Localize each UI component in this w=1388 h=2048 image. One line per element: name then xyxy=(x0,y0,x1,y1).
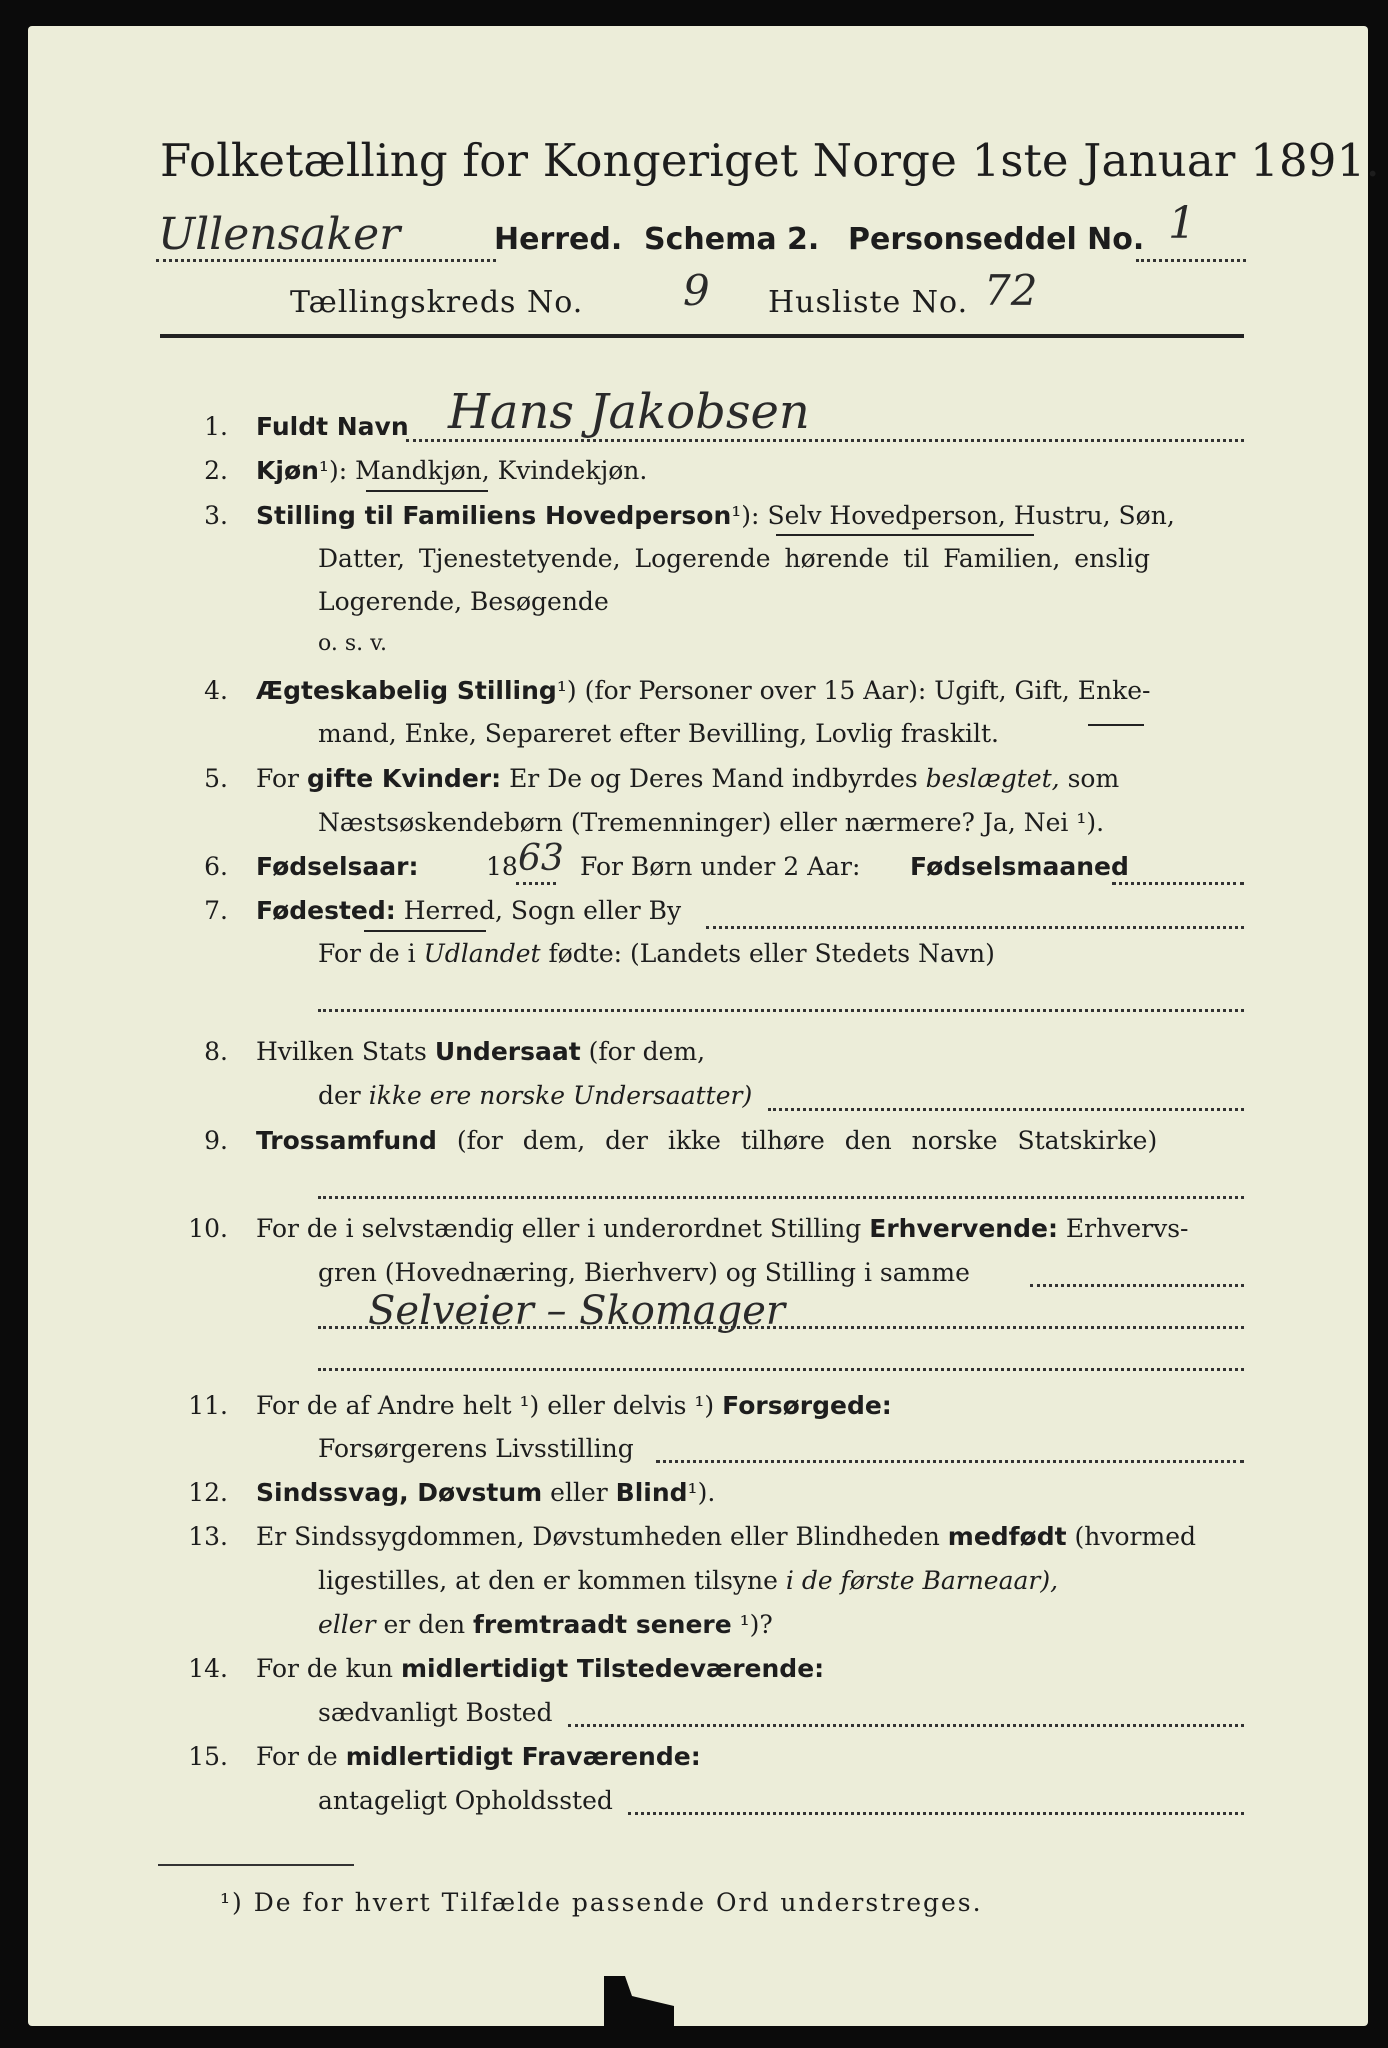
q11-line1: For de af Andre helt ¹) eller delvis ¹) Forsørgede: xyxy=(256,1391,892,1420)
q4-line1: Ægteskabelig Stilling¹) (for Personer over 15 Aar): Ugift, Gift, Enke- xyxy=(256,676,1151,705)
q9-number: 9. xyxy=(204,1126,228,1155)
q12-line: Sindssvag, Døvstum eller Blind¹). xyxy=(256,1478,716,1507)
q10-number: 10. xyxy=(188,1214,228,1243)
q6-label: Fødselsaar: xyxy=(256,852,419,881)
q4-number: 4. xyxy=(204,676,228,705)
q13-line1: Er Sindssygdommen, Døvstumheden eller Blindheden medfødt (hvormed xyxy=(256,1522,1197,1551)
q8-line1: Hvilken Stats Undersaat (for dem, xyxy=(256,1037,706,1066)
q6-label2: Fødselsmaaned xyxy=(910,852,1129,881)
kreds-label: Tællingskreds No. xyxy=(290,285,584,320)
q1-label: Fuldt Navn xyxy=(256,412,409,441)
q13-line3: eller er den fremtraadt senere ¹)? xyxy=(318,1610,773,1639)
kreds-handwritten: 9 xyxy=(683,266,710,315)
q5-number: 5. xyxy=(204,764,228,793)
census-form-page xyxy=(28,26,1380,2026)
q7-line2: For de i Udlandet fødte: (Landets eller Stedets Navn) xyxy=(318,939,995,968)
q15-line1: For de midlertidigt Fraværende: xyxy=(256,1742,701,1771)
q8-number: 8. xyxy=(204,1037,228,1066)
q5-line2: Næstsøskendebørn (Tremenninger) eller nærmere? Ja, Nei ¹). xyxy=(318,808,1105,837)
footnote: ¹) De for hvert Tilfælde passende Ord understreges. xyxy=(220,1888,983,1917)
husliste-handwritten: 72 xyxy=(984,266,1038,315)
q8-line2: der ikke ere norske Undersaatter) xyxy=(318,1081,753,1110)
q3-number: 3. xyxy=(204,501,228,530)
q3-line2: Datter, Tjenestetyende, Logerende hørende til Familien, enslig xyxy=(318,544,1151,573)
q2-number: 2. xyxy=(204,456,228,485)
footnote-rule xyxy=(158,1864,354,1866)
herred-handwritten: Ullensaker xyxy=(158,209,401,260)
q15-line2: antageligt Opholdssted xyxy=(318,1786,613,1815)
q10-occupation-handwritten: Selveier – Skomager xyxy=(368,1288,786,1334)
q6-prefix: 18 xyxy=(486,852,518,881)
husliste-label: Husliste No. xyxy=(768,285,969,320)
q14-line2: sædvanligt Bosted xyxy=(318,1698,553,1727)
personseddel-handwritten: 1 xyxy=(1168,198,1196,249)
q10-line2: gren (Hovednæring, Bierhverv) og Stilling i samme xyxy=(318,1258,970,1287)
q3-line3: Logerende, Besøgende xyxy=(318,587,609,616)
q3-line4: o. s. v. xyxy=(318,631,387,656)
scan-artifact xyxy=(604,1976,674,2026)
q10-line1: For de i selvstændig eller i underordnet Stilling Erhvervende: Erhvervs- xyxy=(256,1214,1189,1243)
q14-number: 14. xyxy=(188,1654,228,1683)
q7-number: 7. xyxy=(204,896,228,925)
q13-number: 13. xyxy=(188,1522,228,1551)
q11-line2: Forsørgerens Livsstilling xyxy=(318,1434,634,1463)
q11-number: 11. xyxy=(188,1391,228,1420)
q2-options: Mandkjøn, Kvindekjøn. xyxy=(355,456,648,485)
form-title: Folketælling for Kongeriget Norge 1ste Januar 1891. xyxy=(160,134,1380,187)
q5-line1: For gifte Kvinder: Er De og Deres Mand indbyrdes beslægtet, som xyxy=(256,764,1120,793)
q12-number: 12. xyxy=(188,1478,228,1507)
q7-line1: Fødested: Herred, Sogn eller By xyxy=(256,896,682,925)
q6-year-handwritten: 63 xyxy=(518,838,564,879)
schema-label: Schema 2. xyxy=(644,222,820,257)
personseddel-label: Personseddel No. xyxy=(848,222,1145,257)
header-rule xyxy=(160,334,1244,338)
q15-number: 15. xyxy=(188,1742,228,1771)
q1-number: 1. xyxy=(204,412,228,441)
q14-line1: For de kun midlertidigt Tilstedeværende: xyxy=(256,1654,825,1683)
q4-line2: mand, Enke, Separeret efter Bevilling, Lovlig fraskilt. xyxy=(318,719,999,748)
q6-number: 6. xyxy=(204,852,228,881)
q13-line2: ligestilles, at den er kommen tilsyne i de første Barneaar), xyxy=(318,1566,1059,1595)
q2-line: Kjøn¹): Mandkjøn, Kvindekjøn. xyxy=(256,456,648,485)
herred-label: Herred. xyxy=(494,222,623,257)
q1-name-handwritten: Hans Jakobsen xyxy=(448,384,810,440)
q9-line: Trossamfund (for dem, der ikke tilhøre den norske Statskirke) xyxy=(256,1126,1158,1155)
q6-text2: For Børn under 2 Aar: xyxy=(580,852,861,881)
q3-line1: Stilling til Familiens Hovedperson¹): Selv Hovedperson, Hustru, Søn, xyxy=(256,501,1175,530)
